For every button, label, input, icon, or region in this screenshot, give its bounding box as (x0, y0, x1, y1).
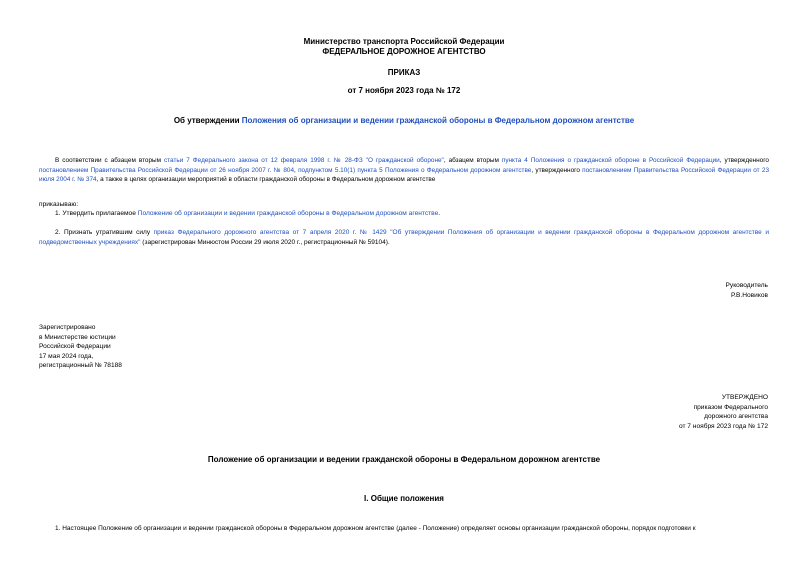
law-link[interactable]: статьи 7 Федерального закона от 12 февраля 1998 г. № 28-ФЗ "О гражданской обороне" (164, 157, 444, 164)
item-1 (39, 209, 769, 218)
item-2-end: (зарегистрирован Минюстом России 29 июля 2020 г., регистрационный № 59104). (140, 238, 390, 246)
regulation-title: Положение об организации и ведении гражданской обороны в Федеральном дорожном агентстве (207, 455, 601, 464)
doc-title-link[interactable]: Положения об организации и ведении гражданской обороны в Федеральном дорожном агентстве (241, 116, 635, 125)
section-heading: I. Общие положения (364, 494, 444, 503)
preamble-text: В соответствии с абзацем вторым (55, 157, 164, 164)
registration-line: Зарегистрировано (39, 324, 96, 331)
approval-line: дорожного агентства (704, 413, 768, 421)
preamble-text: , утвержденного (531, 166, 583, 174)
preamble-text: , (294, 166, 299, 174)
regulation-link[interactable]: Положение об организации и ведении гражданской обороны в Федеральном дорожном агентстве (137, 210, 439, 217)
agency-name: ФЕДЕРАЛЬНОЕ ДОРОЖНОЕ АГЕНТСТВО (322, 47, 486, 56)
signature-name: Р.В.Новиков (731, 292, 768, 299)
civil-defense-regulation-link[interactable]: пункта 4 Положения о гражданской обороне в Российской Федерации (501, 157, 720, 164)
subclause-link[interactable]: подпунктом 5.10(1) пункта 5 Положения о Федеральном дорожном агентстве (298, 166, 532, 174)
order-word: приказываю: (39, 201, 79, 208)
approval-line: УТВЕРЖДЕНО (721, 394, 768, 401)
registration-block (39, 323, 122, 371)
doc-title (39, 116, 769, 126)
government-decree-374-link[interactable]: постановлением Правительства Российской Федерации от 23 июля 2004 г. № 374 (39, 166, 769, 183)
item-2-text: 2. Признать утратившим силу (55, 229, 154, 236)
repealed-order-link[interactable]: приказ Федерального дорожного агентства от 7 апреля 2020 г. № 1429 "Об утверждении Положения об организации и ведении гражданской обороны в Федеральном дорожном агентстве и подведомственных учреждениях" (39, 229, 769, 246)
item-2 (39, 228, 769, 247)
government-decree-804-link[interactable]: постановлением Правительства Российской Федерации от 26 ноября 2007 г. № 804 (39, 166, 295, 174)
signature-role: Руководитель (725, 282, 768, 289)
item-1-end: . (438, 210, 441, 217)
approval-block (679, 393, 768, 431)
item-1-text: 1. Утвердить прилагаемое (55, 210, 138, 217)
registration-line: регистрационный № 78188 (39, 362, 122, 370)
regulation-paragraph-1: 1. Настоящее Положение об организации и ведении гражданской обороны в Федеральном дорожном агентстве (далее - Положение) определяет основы организации гражданской обороны, порядок подготовки к (55, 525, 696, 532)
registration-line: Российской Федерации (39, 343, 111, 351)
doc-date-number: от 7 ноября 2023 года № 172 (347, 86, 461, 95)
doc-title-prefix: Об утверждении (173, 116, 242, 125)
preamble-text: , абзацем вторым (443, 157, 502, 164)
registration-line: 17 мая 2024 года, (39, 352, 94, 360)
doc-type: ПРИКАЗ (387, 68, 421, 77)
preamble-text: , утвержденного (719, 157, 769, 164)
approval-line: приказом Федерального (693, 403, 768, 411)
preamble (39, 156, 769, 185)
approval-line: от 7 ноября 2023 года № 172 (678, 422, 768, 430)
preamble-text: , а также в целях организации мероприятий в области гражданской обороны в Федеральном дорожном агентстве (96, 176, 436, 183)
registration-line: в Министерстве юстиции (39, 333, 116, 341)
ministry-name: Министерство транспорта Российской Федерации (303, 37, 505, 46)
